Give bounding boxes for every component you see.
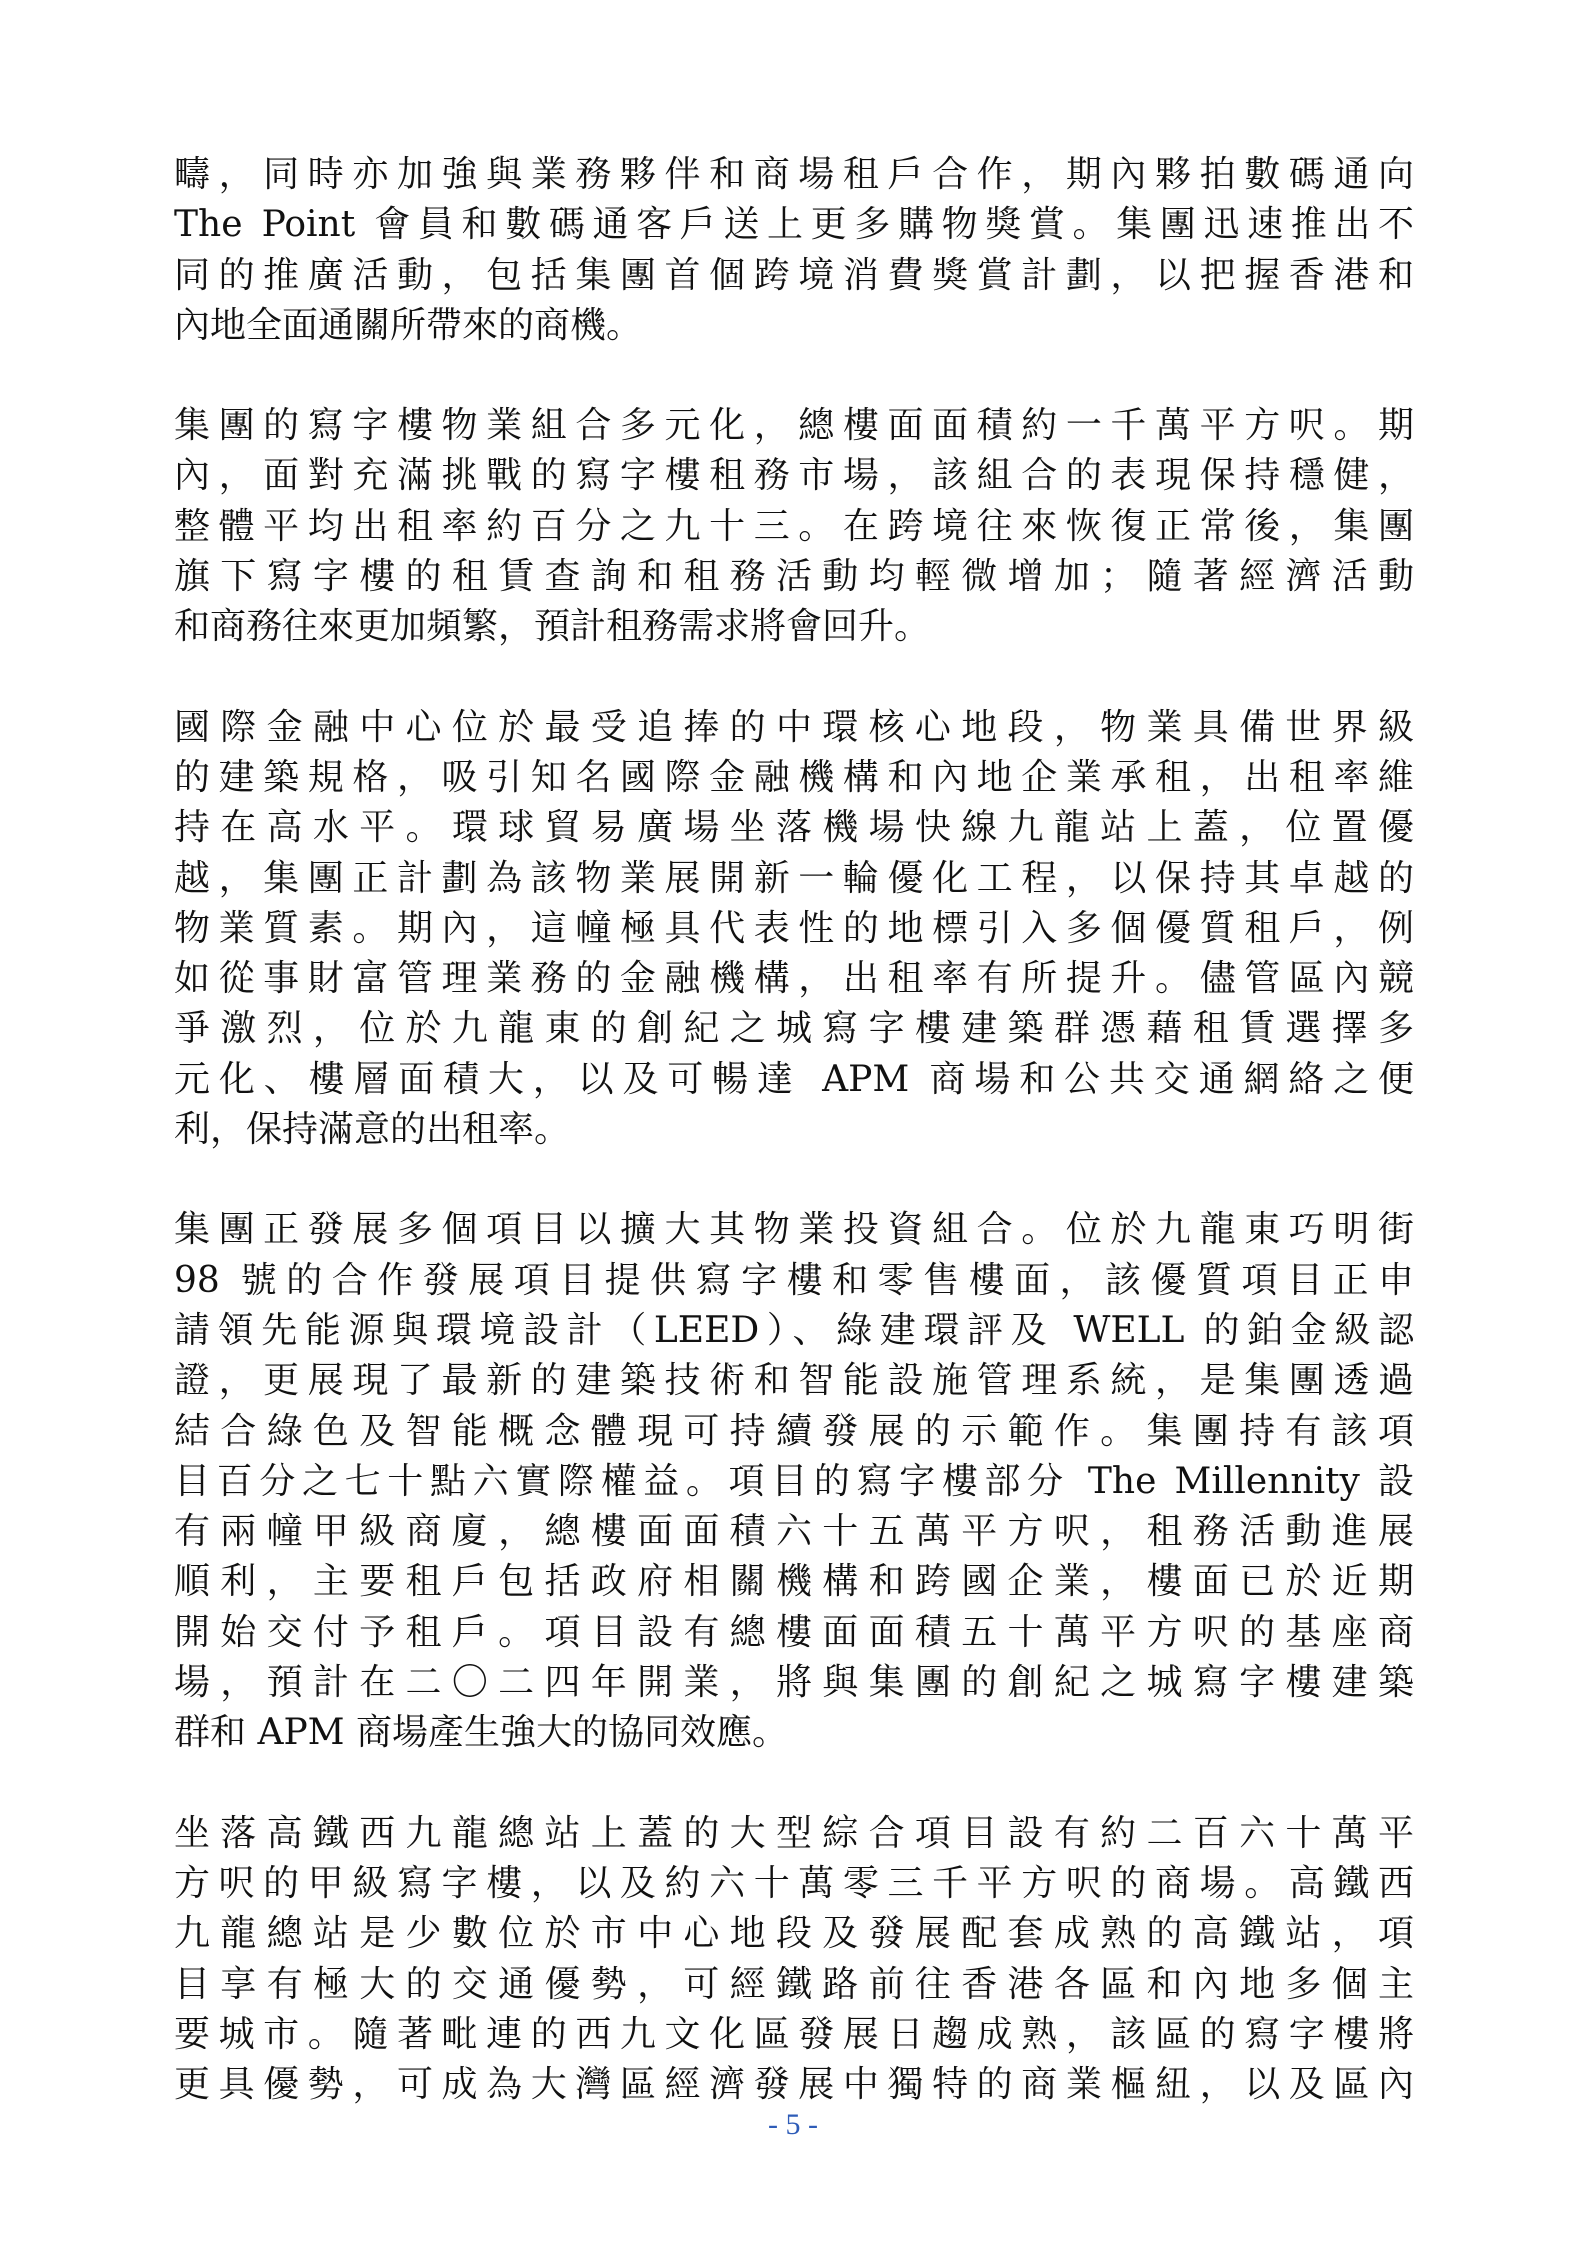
text-line: 證，更展現了最新的建築技術和智能設施管理系統，是集團透過 xyxy=(174,1360,1414,1402)
text-line: 坐落高鐵西九龍總站上蓋的大型綜合項目設有約二百六十萬平 xyxy=(174,1812,1414,1854)
text-line: 國際金融中心位於最受追捧的中環核心地段，物業具備世界級 xyxy=(174,706,1414,748)
text-line: 元化、樓層面積大，以及可暢達 APM 商場和公共交通網絡之便 xyxy=(174,1058,1414,1100)
text-line: 開始交付予租戶。項目設有總樓面面積五十萬平方呎的基座商 xyxy=(174,1611,1414,1653)
text-line: 的建築規格，吸引知名國際金融機構和內地企業承租，出租率維 xyxy=(174,756,1414,798)
text-line: 同的推廣活動，包括集團首個跨境消費獎賞計劃，以把握香港和 xyxy=(174,254,1414,296)
text-line: 要城市。隨著毗連的西九文化區發展日趨成熟，該區的寫字樓將 xyxy=(174,2013,1414,2055)
text-line: 內地全面通關所帶來的商機。 xyxy=(174,304,643,346)
text-line: 方呎的甲級寫字樓，以及約六十萬零三千平方呎的商場。高鐵西 xyxy=(174,1862,1414,1904)
text-line: 越，集團正計劃為該物業展開新一輪優化工程，以保持其卓越的 xyxy=(174,857,1414,899)
text-line: 疇，同時亦加強與業務夥伴和商場租戶合作，期內夥拍數碼通向 xyxy=(174,154,1414,195)
text-line: 旗下寫字樓的租賃查詢和租務活動均輕微增加；隨著經濟活動 xyxy=(174,556,1414,598)
text-line: 98 號的合作發展項目提供寫字樓和零售樓面，該優質項目正申 xyxy=(174,1259,1414,1301)
page-number: - 5 - xyxy=(768,2108,818,2141)
text-line: 集團的寫字樓物業組合多元化，總樓面面積約一千萬平方呎。期 xyxy=(174,405,1414,447)
text-line: 有兩幢甲級商廈，總樓面面積六十五萬平方呎，租務活動進展 xyxy=(174,1511,1414,1553)
text-line: 如從事財富管理業務的金融機構，出租率有所提升。儘管區內競 xyxy=(174,958,1414,1000)
text-line: The Point 會員和數碼通客戶送上更多購物獎賞。集團迅速推出不 xyxy=(174,204,1414,246)
paragraph-office-portfolio xyxy=(174,401,1414,652)
text-line: 利，保持滿意的出租率。 xyxy=(174,1109,571,1151)
text-line: 內，面對充滿挑戰的寫字樓租務市場，該組合的表現保持穩健， xyxy=(174,455,1414,497)
text-line: 目百分之七十點六實際權益。項目的寫字樓部分 The Millennity 設 xyxy=(174,1460,1414,1502)
text-line: 九龍總站是少數位於市中心地段及發展配套成熟的高鐵站，項 xyxy=(174,1913,1414,1955)
text-line: 整體平均出租率約百分之九十三。在跨境往來恢復正常後，集團 xyxy=(174,505,1414,547)
text-line: 更具優勢，可成為大灣區經濟發展中獨特的商業樞紐，以及區內 xyxy=(174,2064,1414,2106)
text-line: 爭激烈，位於九龍東的創紀之城寫字樓建築群憑藉租賃選擇多 xyxy=(174,1008,1414,1050)
text-line: 物業質素。期內，這幢極具代表性的地標引入多個優質租戶，例 xyxy=(174,907,1414,949)
text-line: 目享有極大的交通優勢，可經鐵路前往香港各區和內地多個主 xyxy=(174,1963,1414,2005)
paragraph-ifc-icc xyxy=(174,703,1414,1156)
body-text xyxy=(174,150,1414,2160)
paragraph-promotions xyxy=(174,150,1414,351)
paragraph-development-projects xyxy=(174,1205,1414,1758)
text-line: 順利，主要租戶包括政府相關機構和跨國企業，樓面已於近期 xyxy=(174,1561,1414,1603)
paragraph-west-kowloon xyxy=(174,1809,1414,2111)
text-line: 請領先能源與環境設計（LEED）、綠建環評及 WELL 的鉑金級認 xyxy=(174,1309,1414,1351)
text-line: 場，預計在二〇二四年開業，將與集團的創紀之城寫字樓建築 xyxy=(174,1662,1414,1704)
text-line: 集團正發展多個項目以擴大其物業投資組合。位於九龍東巧明街 xyxy=(174,1209,1414,1251)
text-line: 群和 APM 商場產生強大的協同效應。 xyxy=(174,1712,788,1754)
text-line: 持在高水平。環球貿易廣場坐落機場快線九龍站上蓋，位置優 xyxy=(174,807,1414,849)
text-line: 結合綠色及智能概念體現可持續發展的示範作。集團持有該項 xyxy=(174,1410,1414,1452)
text-line: 和商務往來更加頻繁，預計租務需求將會回升。 xyxy=(174,606,931,648)
